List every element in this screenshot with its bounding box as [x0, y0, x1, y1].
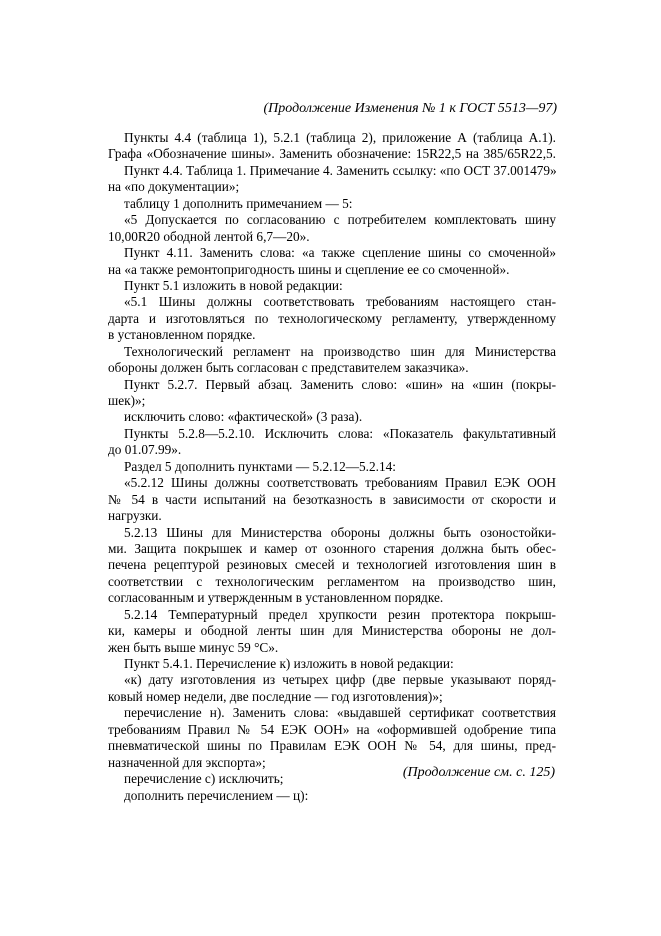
document-body: [108, 130, 556, 804]
text-line: Графа «Обозначение шины». Заменить обозначение: 15R22,5 на 385/65R22,5.: [108, 146, 556, 162]
text-line: Раздел 5 дополнить пунктами — 5.2.12—5.2.14:: [124, 458, 396, 474]
text-line: 10,00R20 ободной лентой 6,7—20».: [108, 228, 310, 244]
text-line: соответствии с технологическим регламентом на производство шин,: [108, 573, 556, 589]
text-line: дополнить перечислением — ц):: [124, 787, 309, 803]
text-line: жен быть выше минус 59 °С».: [108, 639, 279, 655]
text-line: требованиям Правил № 54 ЕЭК ООН» на «оформившей одобрение типа: [108, 721, 556, 737]
text-line: на «по документации»;: [108, 179, 240, 195]
text-line: согласованным и утвержденным в установленном порядке.: [108, 590, 444, 606]
text-line: перечисление с) исключить;: [124, 771, 284, 787]
text-line: «5 Допускается по согласованию с потребителем комплектовать шину: [124, 212, 556, 228]
text-line: исключить слово: «фактической» (3 раза).: [124, 409, 363, 425]
text-line: печена рецептурой резиновых смесей и технологией изготовления шин в: [108, 557, 556, 573]
text-line: № 54 в части испытаний на безотказность в зависимости от скорости и: [108, 491, 556, 507]
text-line: в установленном порядке.: [108, 327, 256, 343]
text-line: Пункты 4.4 (таблица 1), 5.2.1 (таблица 2), приложение А (таблица А.1).: [124, 130, 556, 145]
text-line: пневматической шины по Правилам ЕЭК ООН № 54, для шины, пред-: [108, 738, 556, 754]
text-line: Пункт 5.2.7. Первый абзац. Заменить слово: «шин» на «шин (покры-: [124, 376, 556, 392]
continuation-footer: (Продолжение см. с. 125): [402, 765, 555, 780]
text-line: «5.2.12 Шины должны соответствовать требованиям Правил ЕЭК ООН: [124, 475, 556, 491]
text-line: «5.1 Шины должны соответствовать требованиям настоящего стан-: [124, 294, 556, 310]
text-line: шек)»;: [108, 393, 146, 408]
text-line: перечисление н). Заменить слова: «выдавшей сертификат соответствия: [124, 705, 556, 721]
text-line: ки, камеры и ободной ленты шин для Министерства обороны не дол-: [108, 623, 556, 639]
text-line: Пункт 4.11. Заменить слова: «а также сцепление шины со смоченной»: [124, 245, 556, 261]
text-line: 5.2.14 Температурный предел хрупкости резин протектора покрыш-: [124, 606, 556, 622]
text-line: дарта и изготовляться по технологическому регламенту, утвержденному: [108, 310, 556, 326]
text-line: обороны должен быть согласован с представителем заказчика».: [108, 360, 469, 376]
text-line: нагрузки.: [108, 508, 162, 524]
text-line: Пункты 5.2.8—5.2.10. Исключить слова: «Показатель факультативный: [124, 425, 556, 441]
text-line: «к) дату изготовления из четырех цифр (две первые указывают поряд-: [124, 672, 556, 688]
text-line: Пункт 5.4.1. Перечисление к) изложить в новой редакции:: [124, 656, 454, 671]
text-line: на «а также ремонтопригодность шины и сцепление ее со смоченной».: [108, 261, 510, 277]
continuation-header: (Продолжение Изменения № 1 к ГОСТ 5513—97): [263, 101, 557, 116]
text-line: таблицу 1 дополнить примечанием — 5:: [124, 195, 353, 211]
text-line: 5.2.13 Шины для Министерства обороны должны быть озоностойки-: [124, 524, 556, 540]
text-line: назначенной для экспорта»;: [108, 754, 266, 770]
text-line: до 01.07.99».: [108, 442, 182, 458]
text-line: ми. Защита покрышек и камер от озонного старения должна быть обес-: [108, 540, 556, 556]
text-line: Технологический регламент на производство шин для Министерства: [124, 343, 556, 359]
text-line: ковый номер недели, две последние — год изготовления)»;: [108, 688, 443, 704]
text-line: Пункт 5.1 изложить в новой редакции:: [124, 277, 343, 293]
text-line: Пункт 4.4. Таблица 1. Примечание 4. Заменить ссылку: «по ОСТ 37.001479»: [124, 162, 557, 178]
